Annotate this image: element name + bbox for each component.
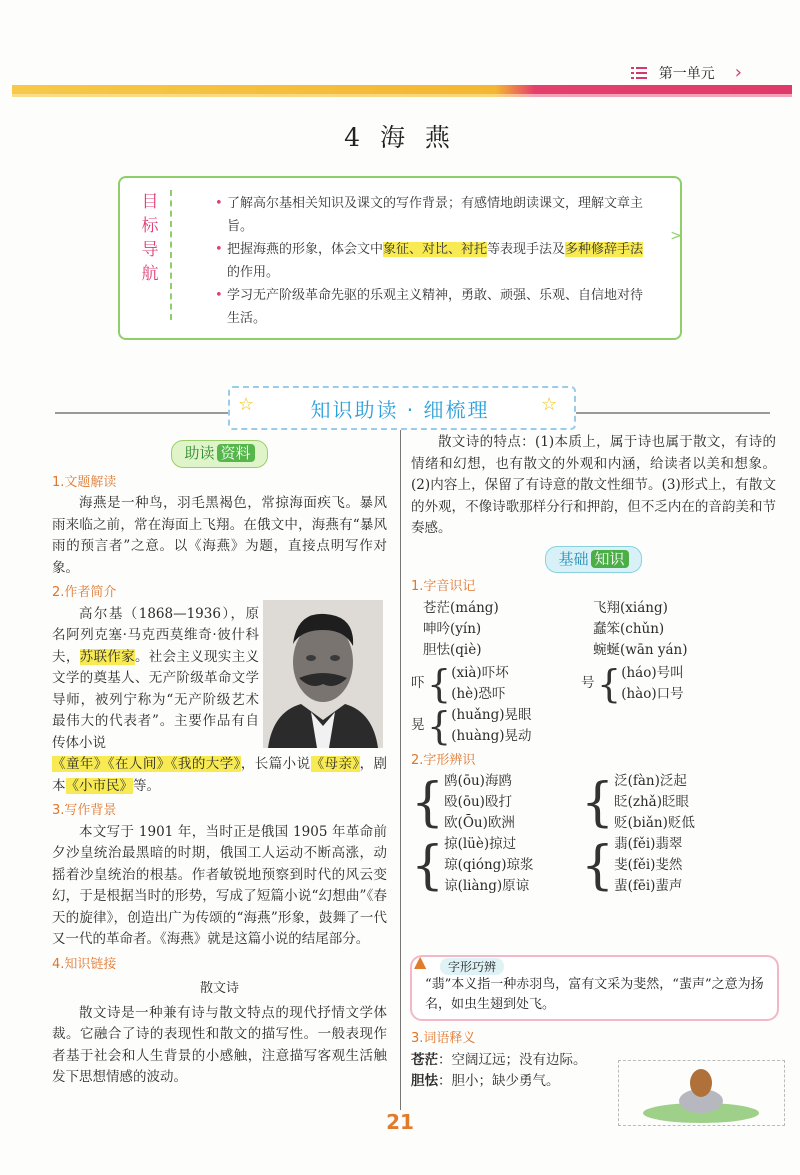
glyph-item: 贬(biǎn)贬低 bbox=[614, 815, 695, 831]
definitions bbox=[411, 1025, 651, 1093]
star-icon: ☆ bbox=[238, 394, 255, 415]
paragraph: 本文写于 1901 年，当时正是俄国 1905 年革命前夕沙皇统治最黑暗的时期，俄国工人运动不断高涨，动摇着沙皇统治的根基。作者敏锐地预察到时代的风云变幻，于是根据当时的形势，写成了短篇小说“幻想曲”《春天的旋律》，创造出广为传颂的“海燕”形象，鼓舞了一代又一代的革命者。《海燕》就是这篇小说的结尾部分。 bbox=[52, 823, 387, 947]
glyph-item: 鸥(ōu)海鸥 bbox=[444, 773, 512, 789]
badge-text: 基础 bbox=[558, 549, 589, 568]
goal-text: 了解高尔基相关知识及课文的写作背景；有感情地朗读课文，理解文章主旨。 bbox=[227, 196, 644, 234]
goal-text: 等表现手法及 bbox=[487, 242, 566, 257]
def-term: 胆怯 bbox=[411, 1073, 438, 1089]
polyphone-xia bbox=[411, 663, 581, 705]
poly-reading: (hè)恐吓 bbox=[451, 685, 506, 702]
polyphone-row bbox=[411, 663, 776, 705]
paragraph: 散文诗的特点：(1)本质上，属于诗也属于散文，有诗的情绪和幻想，也有散文的外观和内涵，给读者以美和想象。(2)内容上，保留了有诗意的散文性细节。(3)形式上，有散文的外观，不像诗歌那样分行和押韵，但不乏内在的音韵美和节奏感。 bbox=[411, 434, 776, 536]
tip-text: “翡”本义指一种赤羽鸟，富有文采为斐然，“蜚声”之意为扬名，如虫生翅到处飞。 bbox=[425, 977, 764, 1012]
list-icon bbox=[631, 66, 647, 80]
fox-icon: ▲ bbox=[414, 952, 427, 971]
tip-title: 字形巧辨 bbox=[440, 958, 504, 975]
text: ，剧本 bbox=[52, 756, 388, 794]
brace-icon: { bbox=[597, 661, 622, 706]
brace-icon: { bbox=[411, 772, 445, 833]
goal-item bbox=[215, 284, 645, 330]
heading-background: 3.写作背景 bbox=[52, 803, 117, 818]
star-icon: ☆ bbox=[541, 394, 558, 415]
subheading: 散文诗 bbox=[199, 981, 239, 996]
goals-label-char: 导 bbox=[141, 240, 159, 260]
goals-list bbox=[215, 192, 645, 330]
poly-reading: (huàng)晃动 bbox=[451, 727, 532, 744]
highlight: 苏联作家 bbox=[79, 648, 135, 665]
definition-item bbox=[411, 1071, 651, 1093]
author-portrait bbox=[263, 600, 383, 748]
poly-reading: (háo)号叫 bbox=[621, 664, 684, 681]
goal-item bbox=[215, 238, 645, 284]
glyph-item: 琼(qióng)琼浆 bbox=[444, 857, 534, 873]
glyph-item: 殴(ōu)殴打 bbox=[444, 794, 512, 810]
paragraph-works bbox=[52, 754, 387, 797]
brace-icon: { bbox=[427, 703, 452, 748]
glyph-grid-2 bbox=[411, 834, 776, 897]
goal-item bbox=[215, 192, 645, 238]
left-column bbox=[52, 440, 387, 1089]
definition-item bbox=[411, 1050, 651, 1072]
def-term: 苍茫 bbox=[411, 1051, 438, 1068]
poly-char: 晃 bbox=[411, 717, 425, 733]
badge-tag: 资料 bbox=[217, 444, 255, 462]
brace-icon: { bbox=[581, 835, 615, 896]
polyphone-hao bbox=[581, 663, 684, 705]
heading-glyph: 2.字形辨识 bbox=[411, 752, 476, 768]
poly-reading: (xià)吓坏 bbox=[451, 664, 509, 681]
glyph-item: 眨(zhǎ)眨眼 bbox=[614, 794, 689, 810]
header-band-shadow bbox=[12, 94, 792, 97]
glyph-item: 蜚(fēi)蜚声 bbox=[614, 878, 683, 894]
reading-badge bbox=[171, 440, 267, 468]
badge-tag: 知识 bbox=[591, 550, 629, 568]
highlight: 《母亲》 bbox=[310, 756, 360, 772]
text: ，长篇小说 bbox=[240, 756, 311, 772]
goal-highlight: 象征、对比、衬托 bbox=[383, 242, 488, 257]
text: 等。 bbox=[133, 777, 160, 794]
basics-badge bbox=[545, 546, 641, 574]
glyph-item: 翡(fěi)翡翠 bbox=[614, 836, 683, 852]
section-title: 知识助读 · 细梳理 bbox=[310, 398, 490, 422]
goal-text: 学习无产阶级革命先驱的乐观主义精神，勇敢、顽强、乐观、自信地对待生活。 bbox=[227, 288, 644, 326]
right-column bbox=[411, 432, 776, 897]
pronunciation-grid bbox=[411, 598, 776, 661]
poly-reading: (hào)口号 bbox=[621, 685, 684, 702]
goals-label-char: 目 bbox=[141, 192, 159, 212]
glyph-item: 泛(fàn)泛起 bbox=[614, 773, 687, 789]
page-number: 21 bbox=[386, 1110, 414, 1134]
column-divider bbox=[400, 430, 401, 1110]
def-text: ：胆小；缺少勇气。 bbox=[438, 1073, 560, 1089]
pron-item: 蠢笨(chǔn) bbox=[593, 620, 665, 637]
goal-text: 的作用。 bbox=[227, 265, 280, 280]
poly-reading: (huǎng)晃眼 bbox=[451, 706, 532, 723]
pron-item: 苍茫(máng) bbox=[423, 599, 499, 616]
polyphone-huang bbox=[411, 705, 776, 747]
zigzag-decoration: > bbox=[670, 228, 682, 244]
pron-item: 飞翔(xiáng) bbox=[593, 599, 668, 616]
lesson-title: 4 海 燕 bbox=[344, 123, 456, 152]
brace-icon: { bbox=[427, 661, 452, 706]
glyph-item: 斐(fěi)斐然 bbox=[614, 857, 683, 873]
pron-item: 呻吟(yín) bbox=[423, 620, 482, 637]
heading-knowledge-link: 4.知识链接 bbox=[52, 956, 117, 972]
highlight: 《童年》 bbox=[52, 756, 108, 772]
paragraph: 散文诗是一种兼有诗与散文特点的现代抒情文学体裁。它融合了诗的表现性和散文的描写性。一般表现作者基于社会和人生背景的小感触，注意描写客观生活触发下思想情感的波动。 bbox=[52, 1004, 387, 1085]
heading-author: 2.作者简介 bbox=[52, 585, 117, 600]
paragraph: 海燕是一种鸟，羽毛黑褐色，常掠海面疾飞。暴风雨来临之前，常在海面上飞翔。在俄文中，海燕有“暴风雨的预言者”之意。以《海燕》为题，直接点明写作对象。 bbox=[52, 495, 387, 576]
header-band bbox=[12, 85, 792, 94]
glyph-item: 谅(liàng)原谅 bbox=[444, 878, 530, 894]
glyph-grid-1 bbox=[411, 771, 776, 834]
unit-nav[interactable] bbox=[631, 62, 742, 83]
goal-highlight: 多种修辞手法 bbox=[565, 242, 644, 257]
brace-icon: { bbox=[411, 835, 445, 896]
goals-label-char: 航 bbox=[141, 264, 159, 284]
chevron-right-icon[interactable]: › bbox=[734, 62, 742, 83]
glyph-item: 掠(lüè)掠过 bbox=[444, 836, 517, 852]
heading-title-interpretation: 1.文题解读 bbox=[52, 474, 117, 490]
badge-text: 助读 bbox=[184, 444, 215, 462]
highlight: 《小市民》 bbox=[65, 777, 133, 794]
heading-definitions: 3.词语释义 bbox=[411, 1031, 476, 1046]
goals-label bbox=[130, 190, 172, 320]
goal-text: 把握海燕的形象，体会文中 bbox=[227, 242, 384, 257]
highlight: 《在人间》《我的大学》 bbox=[107, 756, 241, 772]
poly-char: 号 bbox=[581, 675, 595, 691]
unit-label: 第一单元 bbox=[658, 65, 715, 82]
def-text: ：空阔辽远；没有边际。 bbox=[438, 1051, 587, 1068]
glyph-item: 欧(Ōu)欧洲 bbox=[444, 815, 515, 831]
pron-item: 蜿蜒(wān yán) bbox=[593, 641, 688, 658]
pron-item: 胆怯(qiè) bbox=[423, 641, 482, 658]
heading-pronunciation: 1.字音识记 bbox=[411, 579, 476, 594]
brace-icon: { bbox=[581, 772, 615, 833]
poly-char: 吓 bbox=[411, 675, 425, 691]
goals-label-char: 标 bbox=[141, 216, 159, 236]
text: 。社会主义现实主义文学的奠基人、无产阶级革命文学导师，被列宁称为“无产阶级艺术最伟大的代表者”。主要作品有自传体小说 bbox=[52, 648, 260, 751]
text: 高尔基（1868—1936），原名阿列克塞·马克西莫维奇·彼什科夫， bbox=[52, 605, 259, 665]
